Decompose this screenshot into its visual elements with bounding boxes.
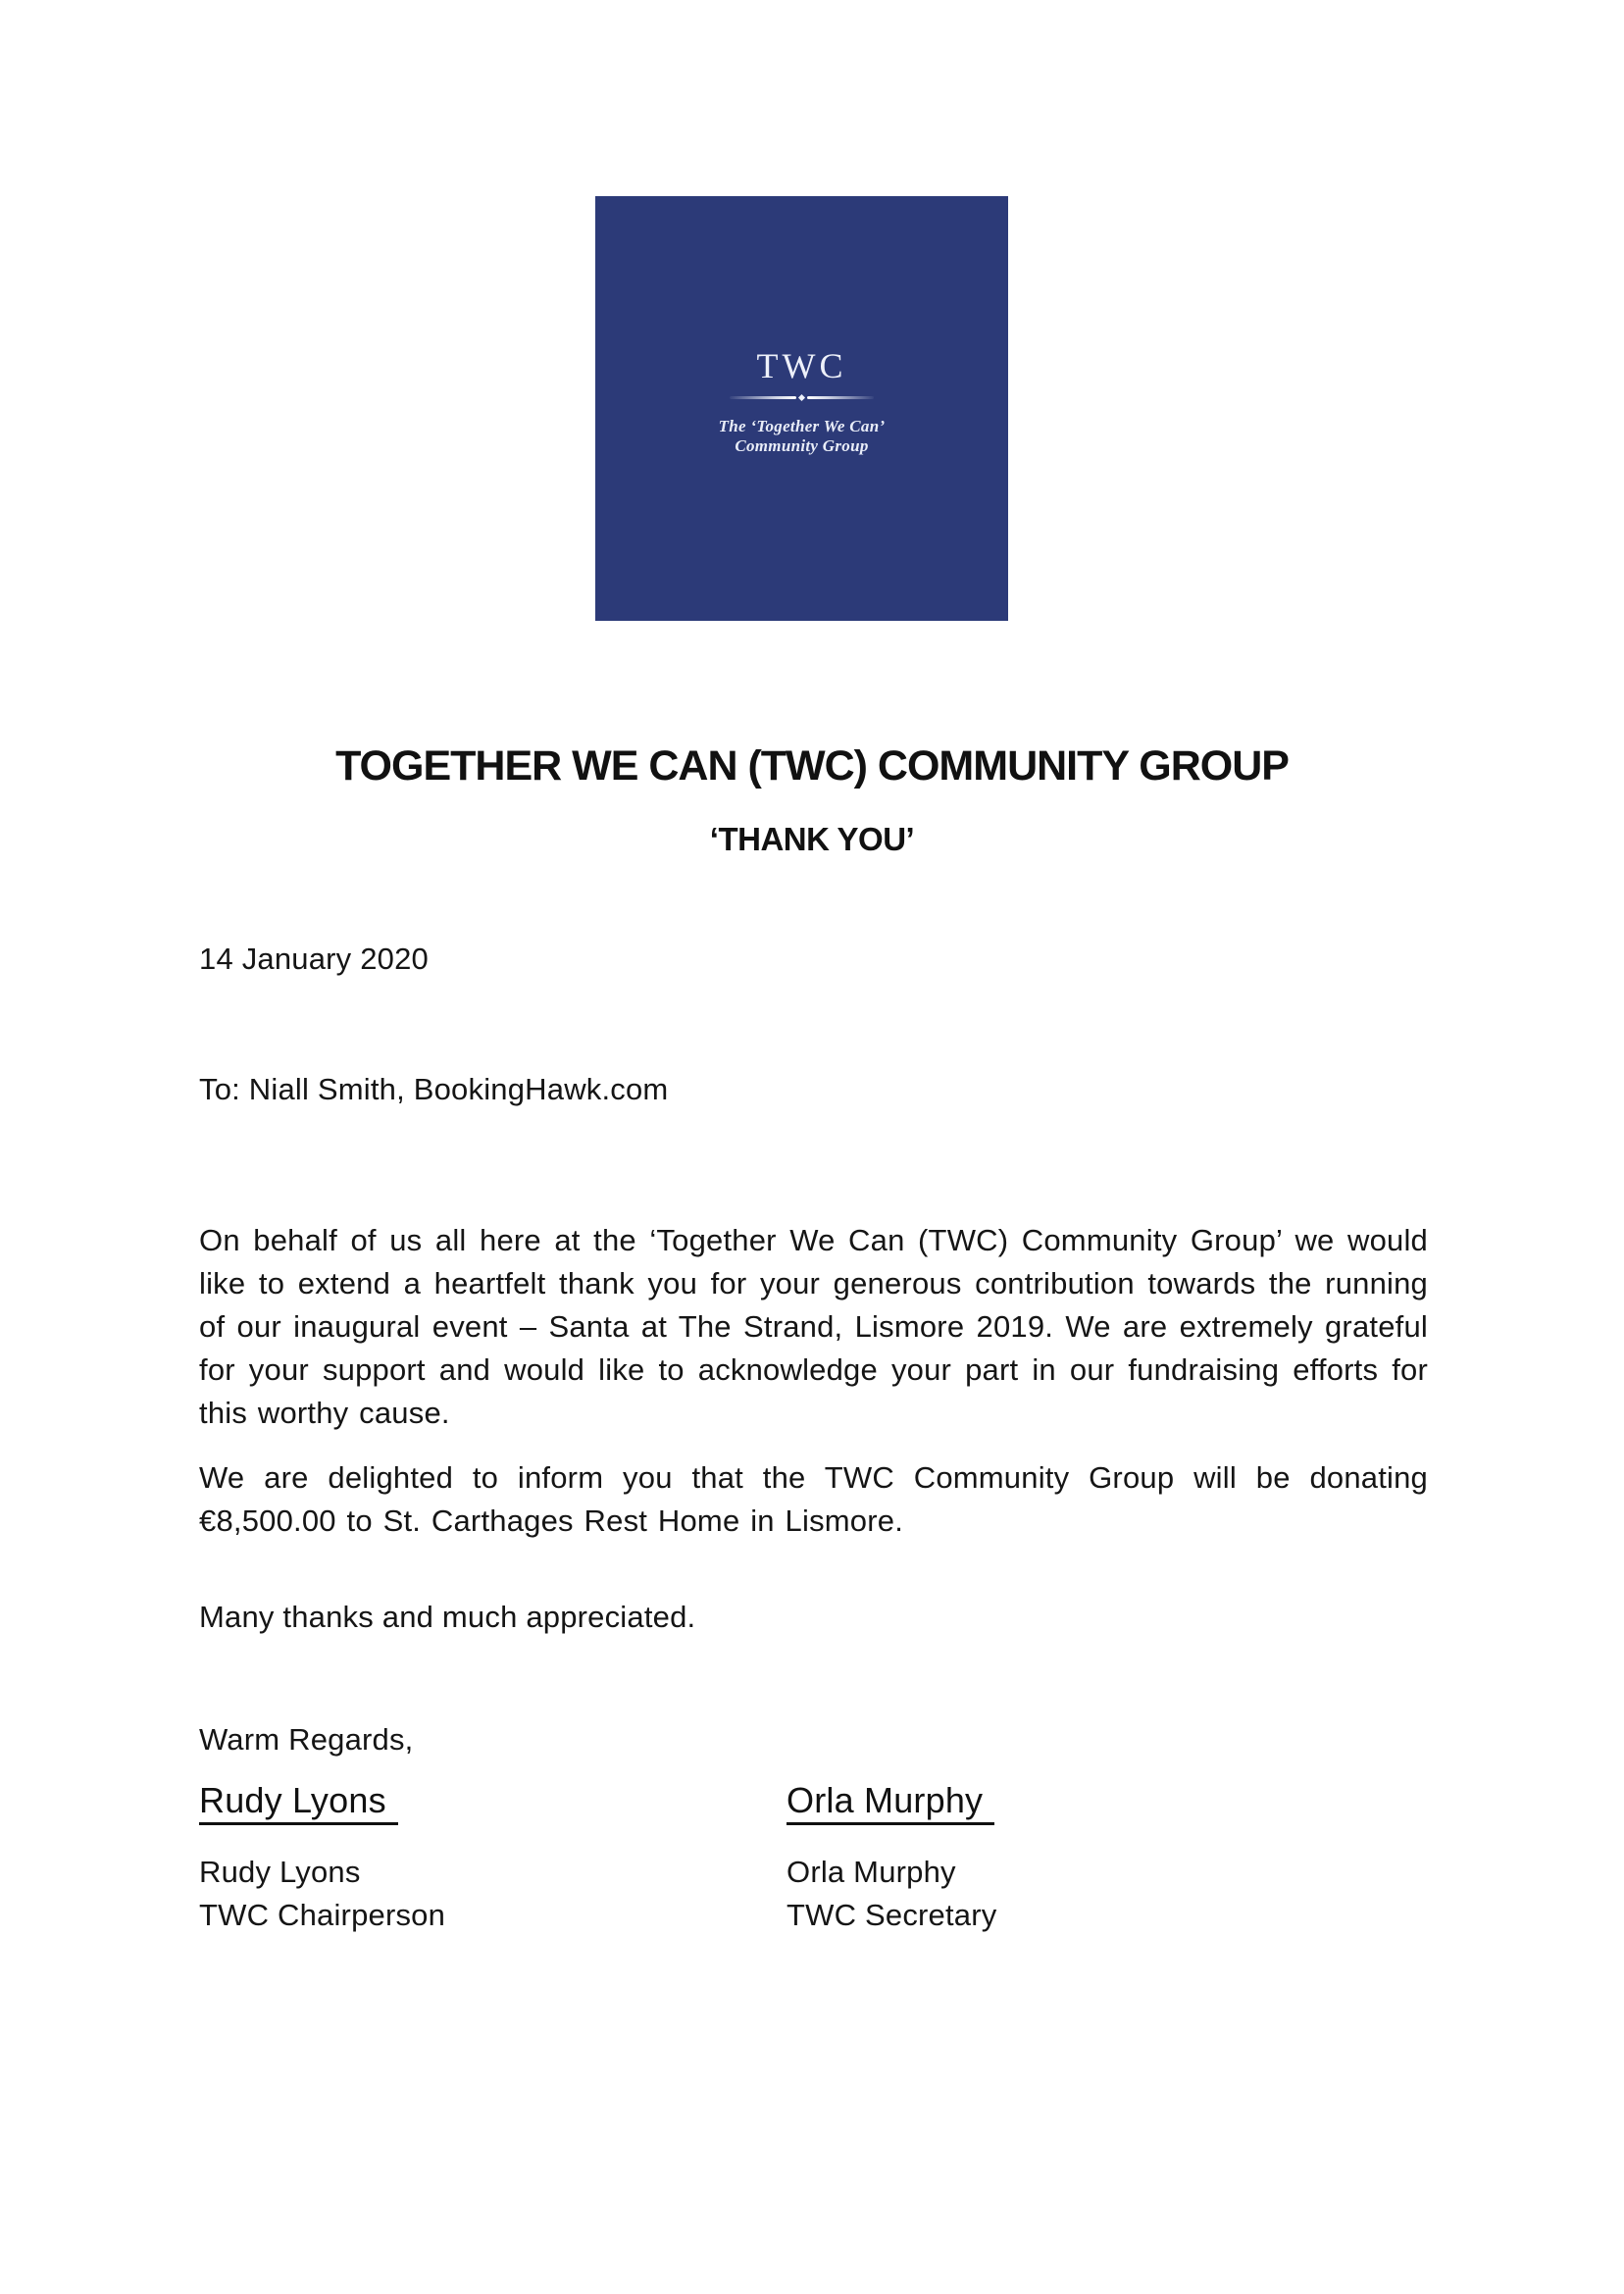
signature-rudy-lyons: Rudy Lyons (199, 1779, 398, 1825)
logo-acronym-text: TWC (756, 346, 847, 385)
twc-logo (595, 196, 1008, 621)
letter-title: TOGETHER WE CAN (TWC) COMMUNITY GROUP (335, 741, 1289, 790)
divider-line-right (807, 396, 874, 399)
signer-details-row (199, 1851, 1428, 1937)
signature-row (199, 1779, 1428, 1825)
signer-details-secretary (787, 1851, 1428, 1937)
thanks-line: Many thanks and much appreciated. (199, 1600, 696, 1634)
signer-name-orla: Orla Murphy (787, 1855, 956, 1889)
letter-subtitle: ‘THANK YOU’ (709, 821, 915, 858)
signer-title-rudy: TWC Chairperson (199, 1898, 446, 1932)
logo-subtitle-line2: Community Group (735, 436, 869, 455)
logo-subtitle (595, 417, 1008, 456)
signature-column-chairperson (199, 1779, 787, 1825)
logo-divider-ornament (729, 395, 876, 400)
signer-details-chairperson (199, 1851, 787, 1937)
signer-title-orla: TWC Secretary (787, 1898, 997, 1932)
logo-subtitle-line1: The ‘Together We Can’ (718, 417, 886, 435)
closing-line: Warm Regards, (199, 1722, 414, 1757)
divider-diamond-icon (798, 394, 805, 401)
signer-name-rudy: Rudy Lyons (199, 1855, 361, 1889)
signature-column-secretary (787, 1779, 1428, 1825)
body-paragraph-2: We are delighted to inform you that the TWC Community Group will be donating €8,500.00 to St. Carthages Rest Home in Lismore. (199, 1460, 1428, 1538)
date-line: 14 January 2020 (199, 942, 429, 976)
divider-line-left (730, 396, 796, 399)
recipient-line: To: Niall Smith, BookingHawk.com (199, 1072, 669, 1106)
signature-orla-murphy: Orla Murphy (787, 1779, 994, 1825)
body-paragraph-1: On behalf of us all here at the ‘Together We Can (TWC) Community Group’ we would like to extend a heartfelt thank you for your generous contribution towards the running of our inaugural event – Santa at The Strand, Lismore 2019. We are extremely grateful for your support and would like to acknowledge your part in our fundraising efforts for this worthy cause. (199, 1223, 1428, 1430)
